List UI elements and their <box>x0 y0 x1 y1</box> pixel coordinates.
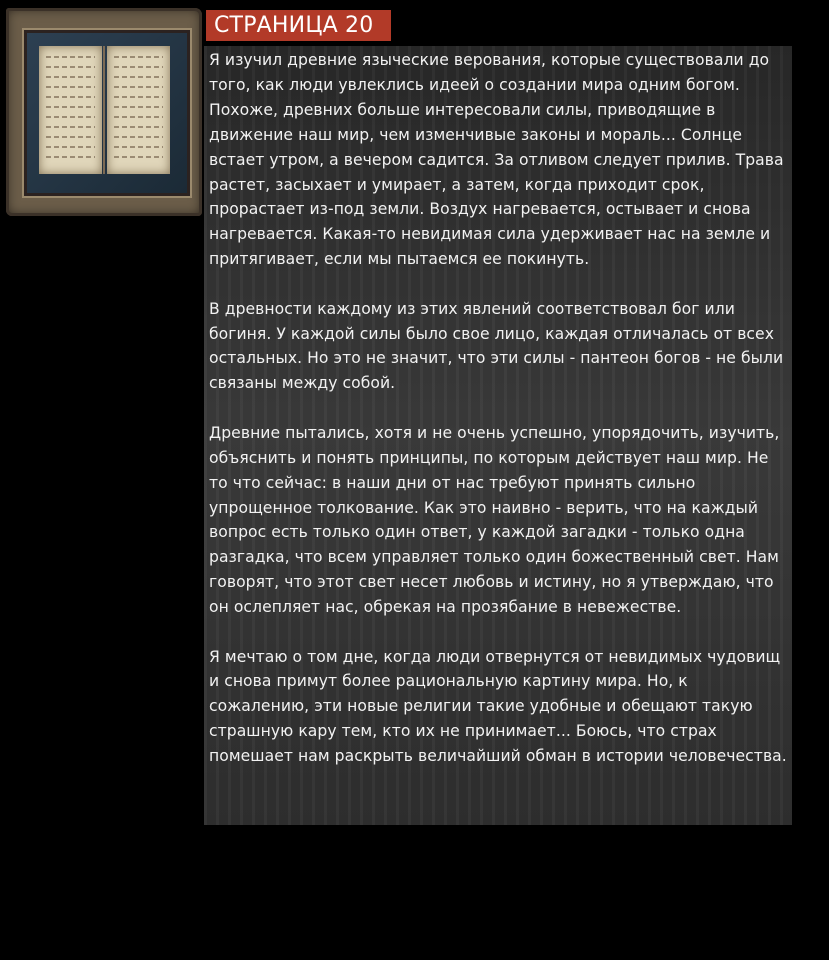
codex-page-fold <box>103 46 105 174</box>
paragraph-1: Я изучил древние языческие верования, которые существовали до того, как люди увлеклись идеей о создании мира одним богом. Похоже, древних больше интересовали силы, приводящие в движение наш мир, чем изменчивые законы и мораль... Солнце встает утром, а вечером садится. За отливом следует прилив. Трава растет, засыхает и умирает, а затем, когда приходит срок, прорастает из-под земли. Воздух нагревается, остывает и снова нагревается. Какая-то невидимая сила удерживает нас на земле и притягивает, если мы пытаемся ее покинуть. <box>209 51 784 269</box>
codex-text-panel <box>204 46 792 825</box>
codex-right-page <box>107 46 170 174</box>
paragraph-2: В древности каждому из этих явлений соответствовал бог или богиня. У каждой силы было свое лицо, каждая отличалась от всех остальных. Но это не значит, что эти силы - пантеон богов - не были связаны между собой. <box>209 299 784 393</box>
page-title: СТРАНИЦА 20 <box>206 10 391 41</box>
paragraph-3: Древние пытались, хотя и не очень успешно, упорядочить, изучить, объяснить и понять принципы, по которым действует наш мир. Не то что сейчас: в наши дни от нас требуют принять сильно упрощенное толкование. Как это наивно - верить, что на каждый вопрос есть только один ответ, у каждой загадки - только одна разгадка, что всем управляет только один божественный свет. Нам говорят, что этот свет несет любовь и истину, но я утверждаю, что он ослепляет нас, обрекая на прозябание в невежестве. <box>209 423 780 617</box>
codex-left-page <box>39 46 102 174</box>
codex-book-image <box>24 30 190 196</box>
codex-page-illustration <box>6 8 202 216</box>
paragraph-4: Я мечтаю о том дне, когда люди отвернутся от невидимых чудовищ и снова примут более рациональную картину мира. Но, к сожалению, эти новые религии такие удобные и обещают такую страшную кару тем, кто их не принимает... Боюсь, что страх помешает нам раскрыть величайший обман в истории человечества. <box>209 647 787 766</box>
